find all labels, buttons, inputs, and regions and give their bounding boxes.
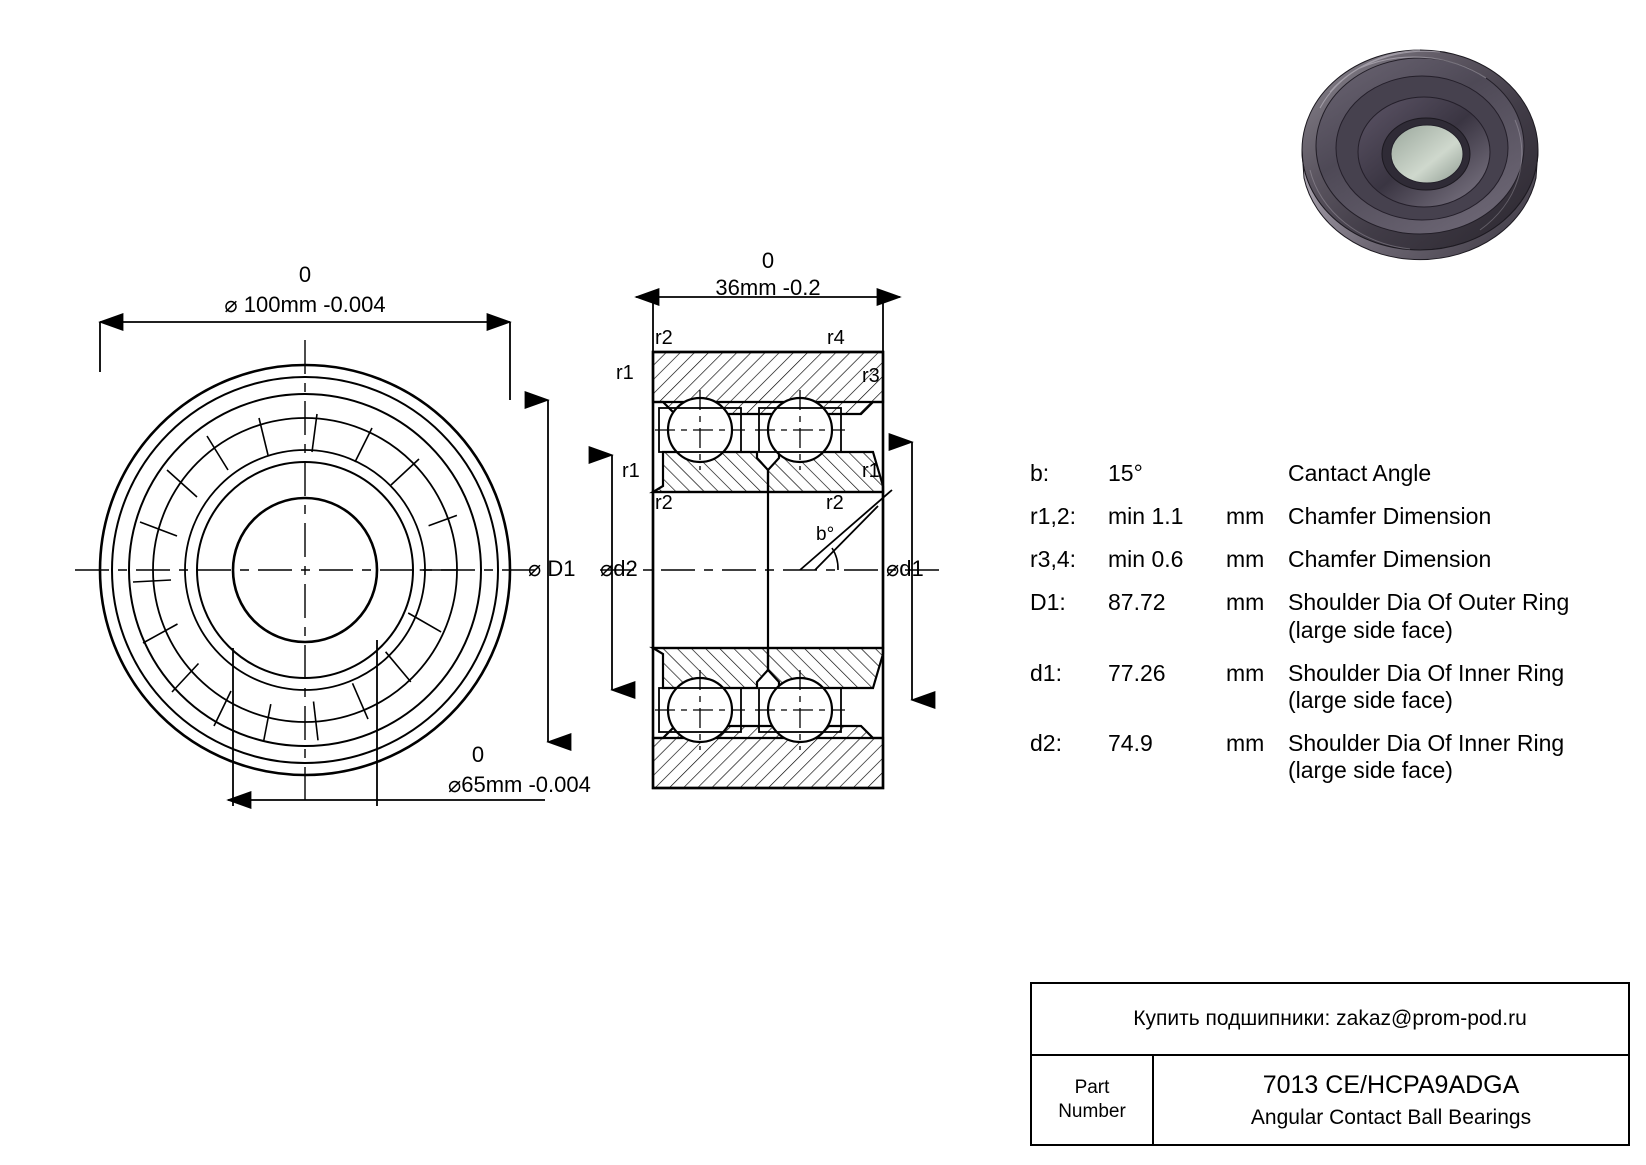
center-lines-front (75, 340, 535, 800)
spec-row (1030, 460, 1620, 487)
label-dia-d1: ⌀d1 (886, 556, 924, 581)
label-r4-top-right: r4 (827, 327, 845, 349)
spec-value: min 0.6 (1108, 546, 1184, 573)
label-dia-d2: ⌀d2 (600, 556, 638, 581)
spec-description-sub: (large side face) (1288, 616, 1453, 643)
spec-row (1030, 589, 1620, 643)
spec-description: Chamfer Dimension (1288, 546, 1492, 573)
spec-symbol: d1: (1030, 659, 1062, 686)
spec-unit: mm (1226, 589, 1265, 616)
spec-description (1288, 730, 1620, 784)
spec-description-main: Shoulder Dia Of Outer Ring (1288, 589, 1570, 616)
spec-description-sub: (large side face) (1288, 757, 1453, 783)
bearing-3d-render (1302, 50, 1538, 260)
label-r2-top-left: r2 (655, 327, 673, 349)
spec-unit: mm (1226, 659, 1265, 686)
part-number-label (1032, 1056, 1154, 1144)
spec-description: Chamfer Dimension (1288, 503, 1492, 530)
spec-description-main: Shoulder Dia Of Inner Ring (1288, 659, 1565, 686)
label-r2-mid-left: r2 (655, 492, 673, 514)
front-outer-dim-value: ⌀ 100mm -0.004 (224, 292, 386, 317)
spec-unit: mm (1226, 546, 1265, 573)
spec-description-sub: (large side face) (1288, 686, 1453, 713)
spec-description-main: Shoulder Dia Of Inner Ring (1288, 729, 1565, 756)
spec-symbol: b: (1030, 460, 1050, 486)
spec-description (1288, 589, 1620, 643)
label-r1-mid-left: r1 (622, 460, 640, 482)
spec-row (1030, 730, 1620, 784)
spec-symbol: r1,2: (1030, 503, 1077, 530)
dim-width (636, 297, 900, 352)
section-width-value: 36mm -0.2 (715, 275, 821, 300)
front-outer-dim-tolerance: 0 (298, 262, 312, 287)
section-view (548, 297, 940, 788)
spec-unit: mm (1226, 729, 1265, 756)
title-block-body (1032, 1056, 1628, 1144)
title-block (1030, 982, 1630, 1146)
label-dia-D1: ⌀ D1 (528, 556, 576, 581)
front-bore-dim-value: ⌀65mm -0.004 (448, 772, 591, 797)
contact-angle-indicator (800, 490, 892, 570)
label-contact-angle-b: b° (816, 524, 835, 545)
spec-symbol: r3,4: (1030, 546, 1077, 573)
spec-row (1030, 546, 1620, 573)
spec-row (1030, 503, 1620, 530)
label-r3-top-right: r3 (862, 365, 880, 387)
part-label-line1: Part (1074, 1077, 1110, 1099)
specification-table (1030, 460, 1620, 800)
label-r2-mid-right: r2 (826, 492, 844, 514)
front-view (75, 322, 545, 806)
label-r1-mid-right: r1 (862, 460, 880, 482)
spec-value: 15° (1108, 460, 1143, 486)
spec-value: 77.26 (1108, 659, 1166, 686)
spec-unit: mm (1226, 503, 1265, 530)
part-label-line2: Number (1058, 1101, 1126, 1122)
spec-description (1288, 660, 1620, 714)
spec-value: 87.72 (1108, 589, 1166, 616)
spec-value: min 1.1 (1108, 503, 1184, 530)
spec-value: 74.9 (1108, 729, 1153, 756)
spec-symbol: D1: (1030, 589, 1066, 616)
part-number-value: 7013 CE/HCPA9ADGA (1262, 1070, 1520, 1099)
spec-row (1030, 660, 1620, 714)
part-number-value-block (1154, 1056, 1628, 1144)
spec-symbol: d2: (1030, 729, 1062, 756)
spec-description: Cantact Angle (1288, 460, 1432, 486)
label-r1-top-left: r1 (616, 362, 634, 384)
bearing-type: Angular Contact Ball Bearings (1250, 1105, 1532, 1129)
front-bore-dim-tolerance: 0 (471, 742, 485, 767)
contact-line: Купить подшипники: zakaz@prom-pod.ru (1032, 984, 1628, 1056)
section-width-tolerance: 0 (761, 248, 775, 273)
